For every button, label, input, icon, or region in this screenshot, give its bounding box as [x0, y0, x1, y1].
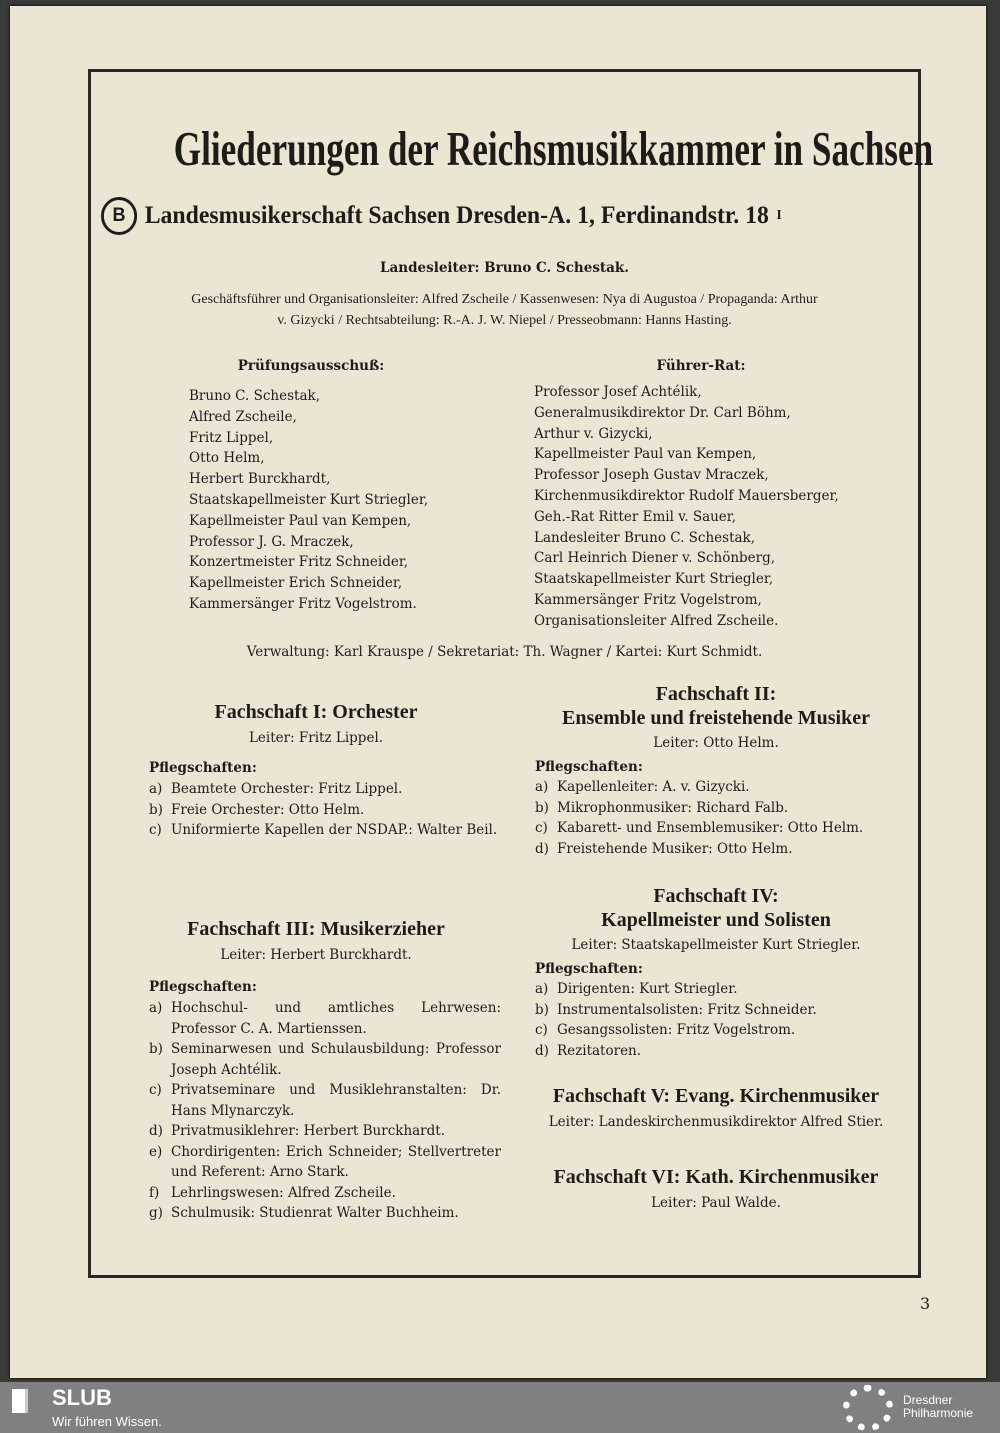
list-item: Staatskapellmeister Kurt Striegler, [189, 491, 429, 508]
list-item [149, 1039, 501, 1080]
list-item [149, 1080, 501, 1121]
subtitle-superscript: I [776, 208, 782, 223]
list-item [535, 1020, 901, 1041]
list-item [149, 820, 501, 841]
fachschaft-title: Fachschaft III: Musikerzieher [187, 918, 445, 940]
pruefung-heading: Prüfungsausschuß: [237, 358, 385, 374]
pflegschaften-list [149, 998, 501, 1224]
item-letter: a) [149, 781, 163, 797]
item-letter: c) [535, 820, 548, 836]
philharmonie-logo-icon [843, 1385, 893, 1431]
list-item [535, 777, 901, 798]
fachschaft-3 [131, 917, 501, 1224]
item-letter: d) [149, 1123, 163, 1139]
item-text: Rezitatoren. [557, 1042, 642, 1059]
list-item: Professor Joseph Gustav Mraczek, [534, 467, 769, 484]
item-letter: e) [149, 1143, 163, 1160]
item-text: Lehrlingswesen: Alfred Zscheile. [171, 1184, 396, 1201]
list-item [535, 979, 901, 1000]
item-letter: c) [535, 1022, 548, 1038]
list-item: Arthur v. Gizycki, [534, 425, 653, 442]
pflegschaften-list [535, 777, 901, 859]
footer-bar [0, 1382, 1000, 1433]
list-item: Herbert Burckhardt, [189, 471, 331, 488]
fuehrerrat-heading: Führer-Rat: [656, 358, 746, 374]
fachschaft-title: Fachschaft VI: Kath. Kirchenmusiker [553, 1166, 879, 1188]
landesleiter: Landesleiter: Bruno C. Schestak. [380, 260, 629, 276]
item-letter: d) [535, 840, 549, 857]
item-letter: b) [149, 801, 163, 818]
slub-slogan: Wir führen Wissen. [52, 1414, 162, 1429]
fachschaft-leiter: Leiter: Staatskapellmeister Kurt Striegler. [571, 937, 861, 953]
fachschaft-leiter: Leiter: Otto Helm. [653, 735, 779, 751]
list-item: Organisationsleiter Alfred Zscheile. [534, 612, 779, 629]
subtitle-text: Landesmusikerschaft Sachsen Dresden-A. 1, Ferdinandstr. 18 [144, 202, 769, 229]
subtitle [101, 197, 782, 235]
list-item: Carl Heinrich Diener v. Schönberg, [534, 550, 776, 567]
content-frame [88, 69, 934, 1278]
list-item: Kirchenmusikdirektor Rudolf Mauersberger, [534, 487, 839, 504]
list-item [149, 1183, 501, 1204]
list-item: Fritz Lippel, [189, 429, 274, 446]
pflegschaften-list [149, 779, 501, 841]
item-letter: g) [149, 1205, 163, 1221]
list-item: Kammersänger Fritz Vogelstrom. [189, 595, 417, 612]
item-text: Hochschul- und amtliches Lehrwesen: Professor C. A. Martienssen. [171, 1000, 501, 1037]
fachschaft-title: Fachschaft IV: [653, 885, 779, 907]
item-letter: f) [149, 1184, 160, 1201]
item-letter: c) [149, 1082, 162, 1098]
list-item: Staatskapellmeister Kurt Striegler, [534, 571, 774, 588]
staff-line-1: Geschäftsführer und Organisationsleiter: Alfred Zscheile / Kassenwesen: Nya di Augustoa / Propaganda: Arthur [191, 292, 818, 307]
fachschaft-leiter: Leiter: Herbert Burckhardt. [220, 947, 412, 963]
partner-name-line-2: Philharmonie [903, 1406, 974, 1420]
partner-name[interactable] [903, 1394, 973, 1420]
item-letter: b) [535, 1001, 549, 1018]
item-text: Mikrophonmusiker: Richard Falb. [557, 799, 789, 816]
document-page [10, 6, 986, 1378]
fachschaft-title: Fachschaft II: [655, 683, 777, 705]
pruefung-list [189, 386, 428, 615]
page-title: Gliederungen der Reichsmusikkammer in Sachsen [173, 122, 934, 176]
list-item: Professor Josef Achtélik, [534, 384, 702, 400]
item-text: Kabarett- und Ensemblemusiker: Otto Helm. [557, 820, 864, 836]
item-text: Gesangssolisten: Fritz Vogelstrom. [557, 1022, 796, 1038]
fachschaft-subtitle: Kapellmeister und Solisten [601, 909, 831, 931]
list-item [149, 1121, 501, 1142]
staff-line-2: v. Gizycki / Rechtsabteilung: R.-A. J. W. Niepel / Presseobmann: Hanns Hasting. [277, 313, 732, 328]
item-text: Beamtete Orchester: Fritz Lippel. [171, 781, 403, 797]
list-item [535, 1000, 901, 1021]
fachschaft-leiter: Leiter: Landeskirchenmusikdirektor Alfred Stier. [548, 1114, 884, 1130]
fachschaft-6 [531, 1165, 901, 1214]
item-letter: c) [149, 822, 162, 838]
fachschaft-1 [131, 700, 501, 841]
fachschaft-5 [531, 1084, 901, 1133]
fuehrerrat-list [534, 382, 839, 632]
item-letter: d) [535, 1042, 549, 1059]
fachschaft-leiter: Leiter: Paul Walde. [651, 1195, 781, 1211]
verwaltung: Verwaltung: Karl Krauspe / Sekretariat: Th. Wagner / Kartei: Kurt Schmidt. [246, 644, 763, 660]
item-letter: a) [149, 1000, 163, 1016]
item-text: Freistehende Musiker: Otto Helm. [557, 840, 793, 857]
pflegschaften-list [535, 979, 901, 1061]
item-text: Freie Orchester: Otto Helm. [171, 801, 365, 818]
fachschaft-title: Fachschaft V: Evang. Kirchenmusiker [552, 1085, 880, 1107]
book-icon [12, 1389, 28, 1413]
fachschaft-title: Fachschaft I: Orchester [214, 701, 418, 723]
item-letter: b) [535, 799, 549, 816]
item-text: Dirigenten: Kurt Striegler. [557, 981, 738, 997]
item-letter: b) [149, 1041, 163, 1057]
list-item [535, 818, 901, 839]
list-item: Kammersänger Fritz Vogelstrom, [534, 591, 762, 608]
slub-logo[interactable]: SLUB [52, 1385, 112, 1410]
pflegschaften-heading: Pflegschaften: [535, 961, 643, 977]
list-item [149, 1203, 501, 1224]
item-text: Privatmusiklehrer: Herbert Burckhardt. [171, 1123, 445, 1139]
list-item [535, 1041, 901, 1062]
fachschaft-4 [531, 884, 901, 1061]
list-item: Konzertmeister Fritz Schneider, [189, 554, 409, 571]
item-letter: a) [535, 981, 549, 997]
list-item: Alfred Zscheile, [189, 408, 297, 425]
list-item: Otto Helm, [189, 450, 265, 467]
list-item: Professor J. G. Mraczek, [189, 533, 354, 550]
list-item [535, 839, 901, 860]
item-text: Chordirigenten: Erich Schneider; Stellvertreter und Referent: Arno Stark. [171, 1143, 501, 1180]
partner-name-line-1: Dresdner [903, 1393, 953, 1407]
item-text: Instrumentalsolisten: Fritz Schneider. [557, 1001, 817, 1018]
fachschaft-leiter: Leiter: Fritz Lippel. [248, 730, 384, 746]
item-text: Kapellenleiter: A. v. Gizycki. [557, 779, 750, 795]
fachschaft-subtitle: Ensemble und freistehende Musiker [562, 707, 870, 729]
item-letter: a) [535, 779, 549, 795]
list-item: Kapellmeister Paul van Kempen, [534, 446, 757, 463]
pflegschaften-heading: Pflegschaften: [149, 979, 257, 995]
list-item: Kapellmeister Paul van Kempen, [189, 512, 412, 529]
list-item: Landesleiter Bruno C. Schestak, [534, 529, 756, 546]
list-item [149, 800, 501, 821]
list-item: Geh.-Rat Ritter Emil v. Sauer, [534, 508, 737, 525]
list-item [535, 798, 901, 819]
list-item [149, 998, 501, 1039]
pflegschaften-heading: Pflegschaften: [535, 759, 643, 775]
list-item [149, 779, 501, 800]
list-item: Bruno C. Schestak, [189, 388, 320, 404]
item-text: Schulmusik: Studienrat Walter Buchheim. [171, 1205, 459, 1221]
item-text: Privatseminare und Musiklehranstalten: Dr. Hans Mlynarczyk. [171, 1082, 501, 1119]
item-text: Uniformierte Kapellen der NSDAP.: Walter Beil. [171, 822, 498, 838]
item-text: Seminarwesen und Schulausbildung: Professor Joseph Achtélik. [171, 1041, 501, 1078]
page-number: 3 [920, 1294, 931, 1313]
list-item: Kapellmeister Erich Schneider, [189, 575, 403, 592]
section-badge: B [101, 197, 137, 235]
pflegschaften-heading: Pflegschaften: [149, 760, 257, 776]
list-item [149, 1142, 501, 1183]
list-item: Generalmusikdirektor Dr. Carl Böhm, [534, 404, 791, 421]
fachschaft-2 [531, 682, 901, 859]
